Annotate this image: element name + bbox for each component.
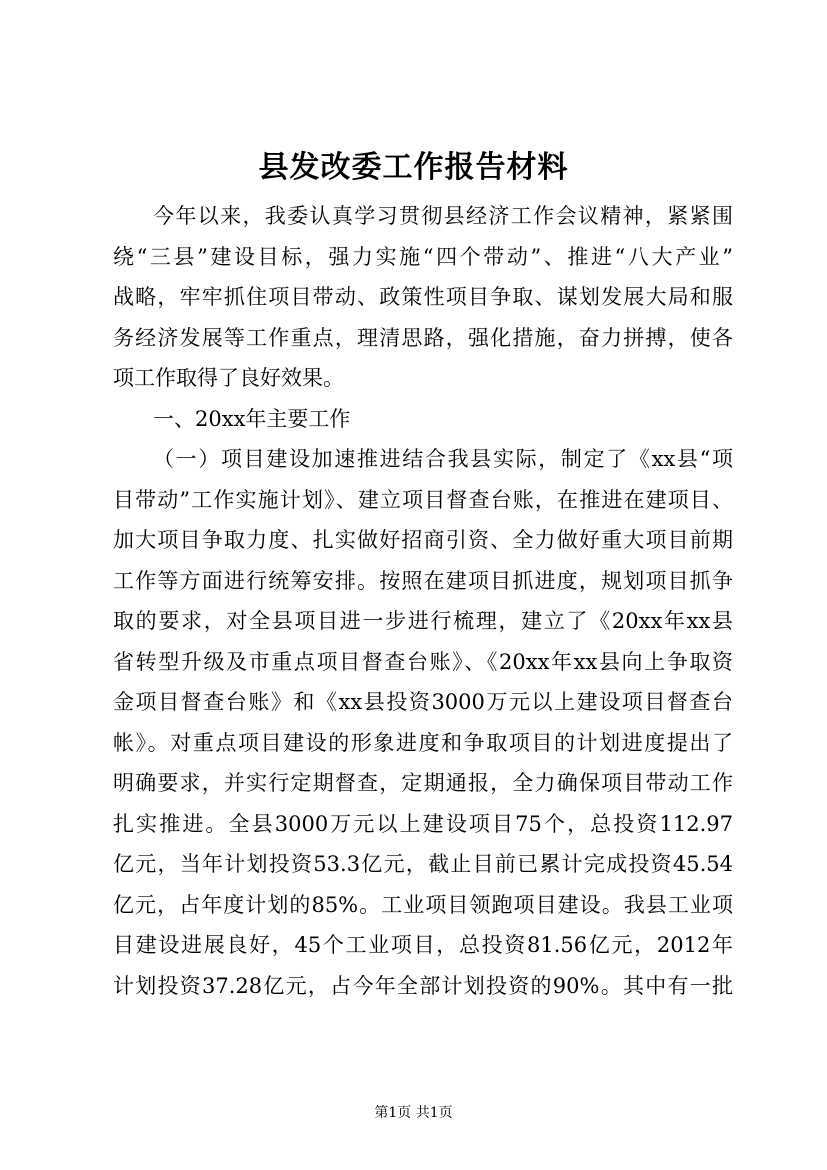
paragraph-line: （一）项目建设加速推进结合我县实际，制定了《xx县“项 [153, 447, 733, 471]
document-title: 县发改委工作报告材料 [258, 150, 569, 185]
paragraph-line: 加大项目争取力度、扎实做好招商引资、全力做好重大项目前期 [113, 528, 733, 552]
paragraph-line: 帐》。对重点项目建设的形象进度和争取项目的计划进度提出了 [113, 730, 733, 755]
paragraph-line: 战略，牢牢抓住项目带动、政策性项目争取、谋划发展大局和服 [113, 285, 733, 309]
paragraph-line: 目建设进展良好，45个工业项目，总投资81.56亿元，2012年 [113, 933, 733, 957]
document-body [113, 196, 733, 1006]
paragraph-line: 绕“三县”建设目标，强力实施“四个带动”、推进“八大产业” [113, 244, 733, 269]
paragraph-line: 今年以来，我委认真学习贯彻县经济工作会议精神，紧紧围 [153, 204, 733, 228]
paragraph-line: 扎实推进。全县3000万元以上建设项目75个，总投资112.97 [113, 811, 733, 836]
section-heading: 一、20xx年主要工作 [153, 406, 351, 431]
paragraph-line: 省转型升级及市重点项目督查台账》、《20xx年xx县向上争取资 [113, 649, 733, 674]
paragraph-line: 目带动”工作实施计划》、建立项目督查台账，在推进在建项目、 [113, 487, 733, 512]
paragraph-line: 项工作取得了良好效果。 [113, 366, 344, 390]
paragraph-line: 亿元，占年度计划的85%。工业项目领跑项目建设。我县工业项 [113, 892, 733, 917]
paragraph-line: 工作等方面进行统筹安排。按照在建项目抓进度，规划项目抓争 [113, 568, 733, 593]
page-footer: 第1页 共1页 [374, 1105, 453, 1121]
paragraph-line: 金项目督查台账》和《xx县投资3000万元以上建设项目督查台 [113, 690, 733, 714]
paragraph-line: 计划投资37.28亿元，占今年全部计划投资的90%。其中有一批 [113, 973, 733, 998]
paragraph-line: 亿元，当年计划投资53.3亿元，截止目前已累计完成投资45.54 [113, 852, 733, 876]
paragraph-line: 明确要求，并实行定期督查，定期通报，全力确保项目带动工作 [113, 771, 733, 795]
paragraph-line: 务经济发展等工作重点，理清思路，强化措施，奋力拼搏，使各 [113, 325, 733, 350]
paragraph-line: 取的要求，对全县项目进一步进行梳理，建立了《20xx年xx县 [113, 609, 733, 633]
